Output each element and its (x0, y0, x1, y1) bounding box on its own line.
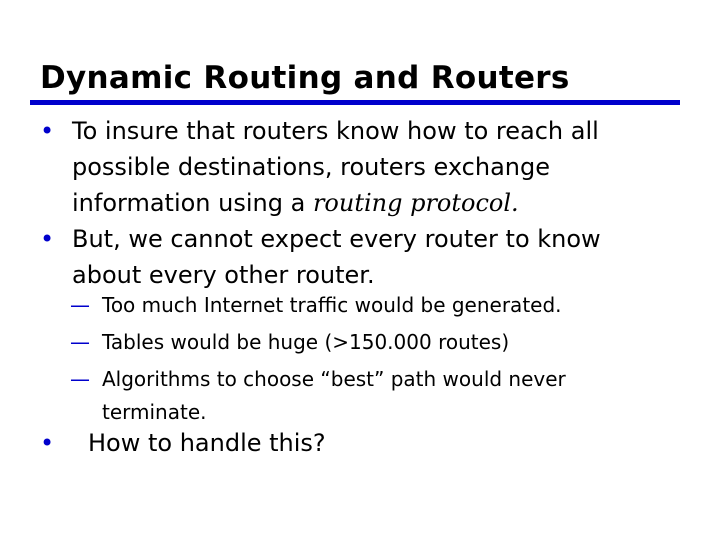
slide-title: Dynamic Routing and Routers (40, 60, 570, 96)
title-underline (30, 100, 680, 105)
bullet-marker: • (40, 117, 55, 145)
bullet-marker: • (40, 225, 55, 253)
bullet-text-plain: To insure that routers know how to reach all possible destinations, routers exchange information using a (72, 117, 599, 217)
sub-bullet-text: Tables would be huge (>150.000 routes) (102, 330, 510, 354)
sub-bullet-marker: — (70, 367, 90, 391)
bullet-text-italic: routing protocol. (312, 189, 519, 217)
bullet-marker: • (40, 429, 55, 457)
sub-bullet-marker: — (70, 330, 90, 354)
sub-bullet-text: Too much Internet traffic would be generated. (102, 293, 562, 317)
sub-bullet-text: Algorithms to choose “best” path would never terminate. (102, 367, 566, 424)
bullet-text (72, 113, 662, 221)
sub-bullet-marker: — (70, 293, 90, 317)
bullet-text: How to handle this? (88, 429, 326, 457)
bullet-text: But, we cannot expect every router to know about every other router. (72, 225, 601, 289)
